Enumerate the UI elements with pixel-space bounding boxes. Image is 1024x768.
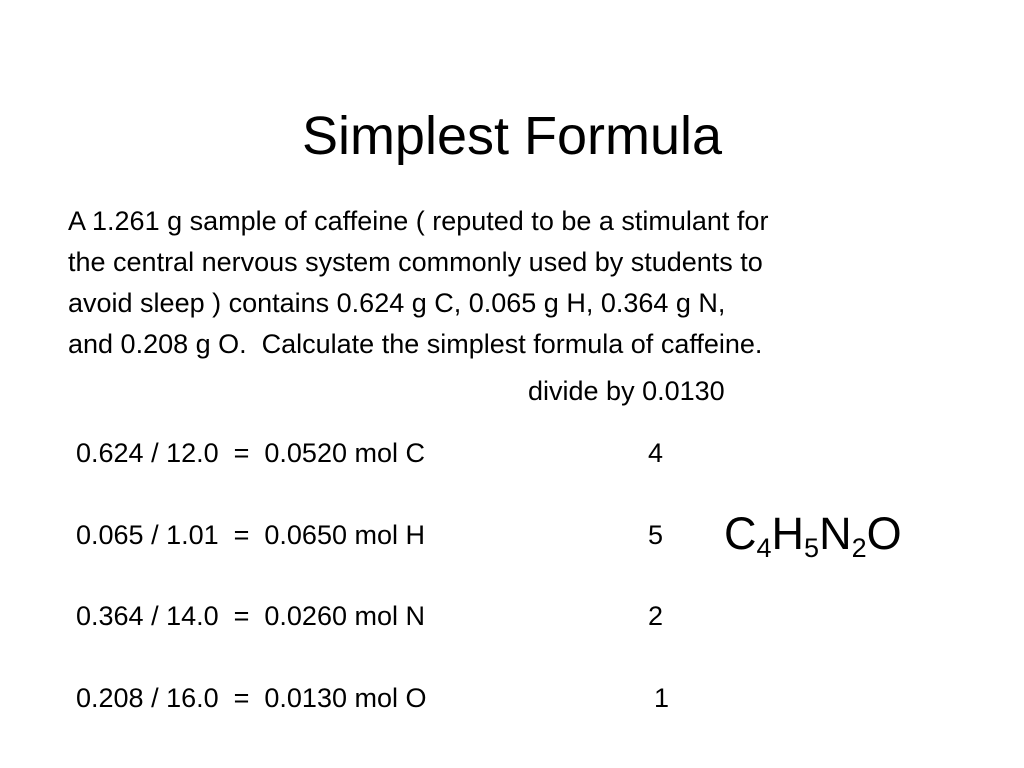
divide-label: divide by 0.0130 <box>528 376 725 406</box>
problem-line-4: and 0.208 g O. Calculate the simplest formula of caffeine. <box>68 329 763 359</box>
calc-hydrogen: 0.065 / 1.01 = 0.0650 mol H <box>76 520 425 550</box>
calc-carbon: 0.624 / 12.0 = 0.0520 mol C <box>76 438 425 468</box>
calc-nitrogen: 0.364 / 14.0 = 0.0260 mol N <box>76 601 425 631</box>
ratio-hydrogen: 5 <box>648 520 664 550</box>
ratio-oxygen: 1 <box>654 683 670 713</box>
ratio-carbon: 4 <box>648 438 664 468</box>
problem-line-1: A 1.261 g sample of caffeine ( reputed to be a stimulant for <box>68 206 769 236</box>
formula-subscript-n: 2 <box>851 533 867 563</box>
ratio-nitrogen: 2 <box>648 601 664 631</box>
formula-element-n: N <box>819 508 852 559</box>
problem-line-2: the central nervous system commonly used by students to <box>68 247 763 277</box>
formula-subscript-c: 4 <box>756 533 772 563</box>
calc-row-carbon <box>0 433 1024 473</box>
slide-title: Simplest Formula <box>301 106 723 166</box>
problem-statement <box>68 201 968 365</box>
calc-oxygen: 0.208 / 16.0 = 0.0130 mol O <box>76 683 427 713</box>
formula-element-c: C <box>724 508 757 559</box>
problem-line-3: avoid sleep ) contains 0.624 g C, 0.065 g H, 0.364 g N, <box>68 288 726 318</box>
formula-element-o: O <box>866 508 902 559</box>
formula-element-h: H <box>771 508 805 559</box>
formula-subscript-h: 5 <box>804 533 820 563</box>
calc-row-nitrogen <box>0 596 1024 636</box>
calc-row-oxygen <box>0 678 1024 718</box>
simplest-formula <box>724 504 902 564</box>
